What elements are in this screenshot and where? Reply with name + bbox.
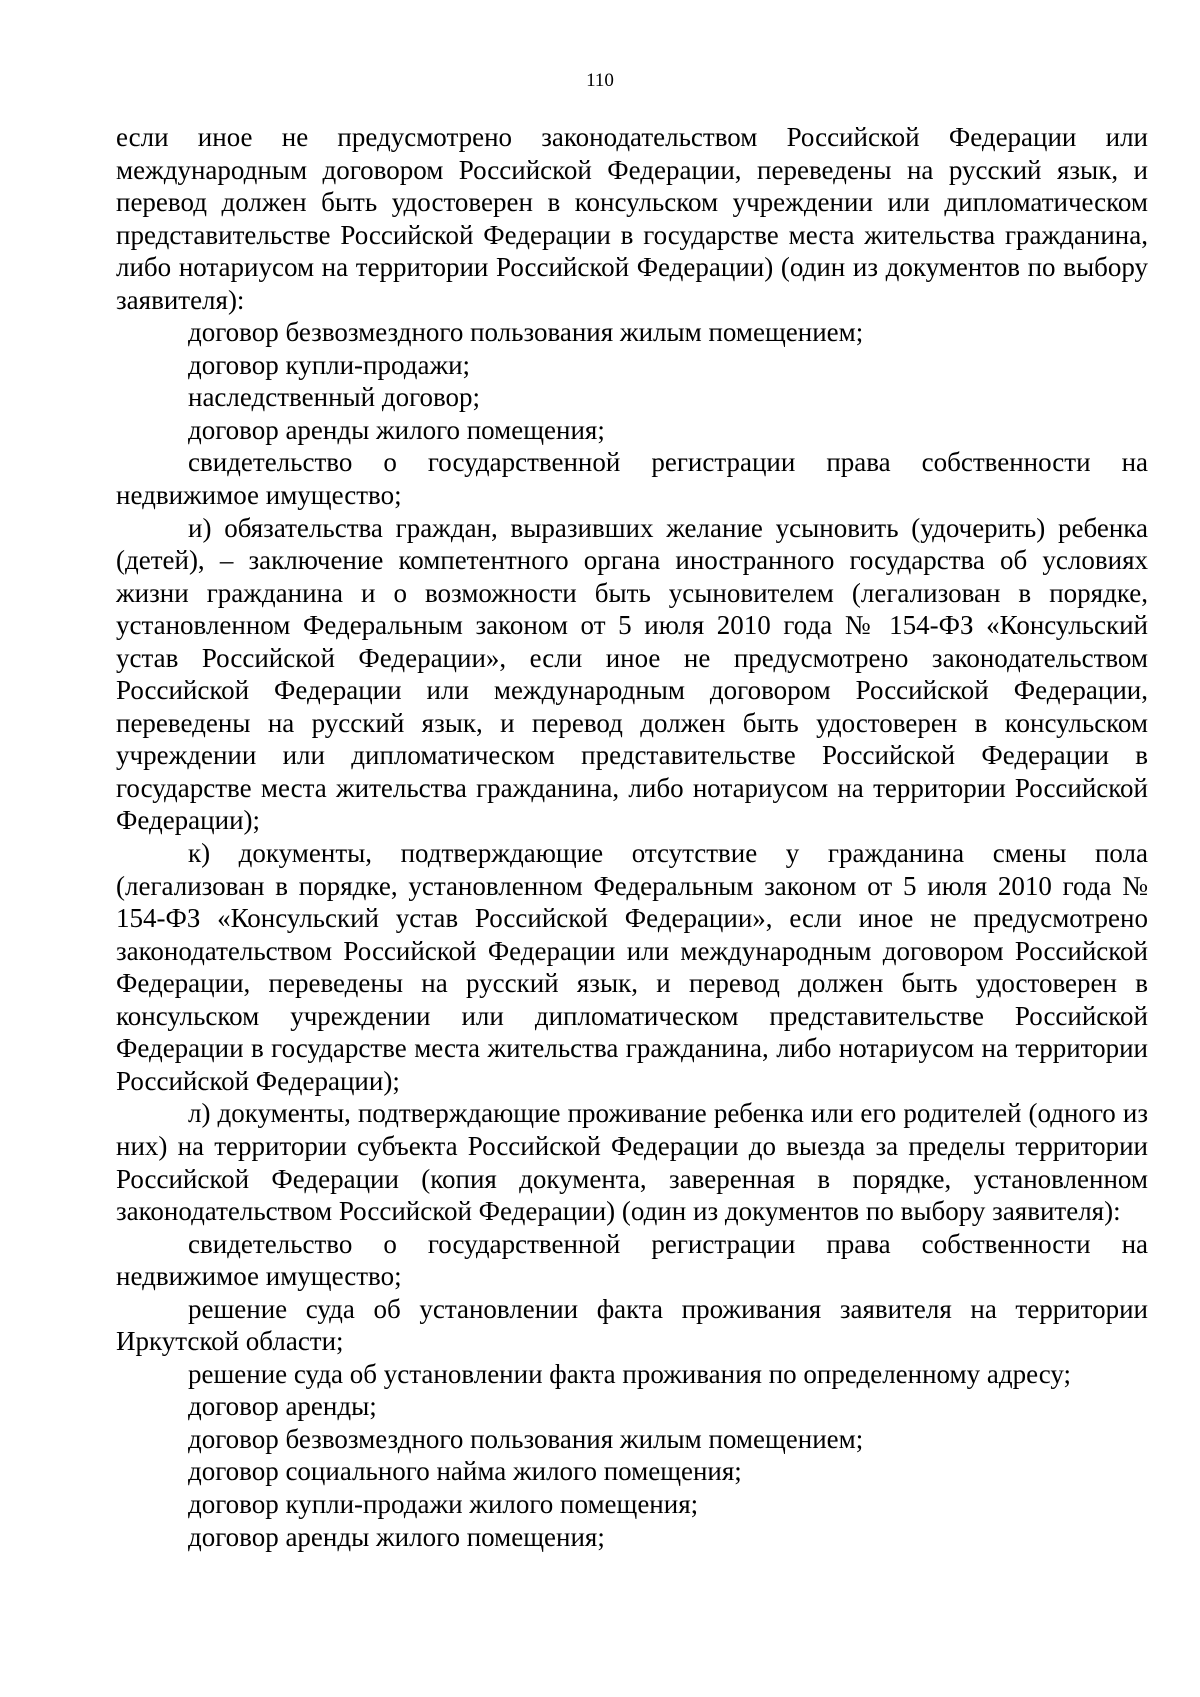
clause-k: к) документы, подтверждающие отсутствие у гражданина смены пола (легализован в порядке, установленном Федеральным законом от 5 июля 2010 года № 154-ФЗ «Консульский устав Российской Федерации», если иное не предусмотрено законодательством Российской Федерации или международным договором Российской Федерации, переведены на русский язык, и перевод должен быть удостоверен в консульском учреждении или дипломатическом представительстве Российской Федерации в государстве места жительства гражданина, либо нотариусом на территории Российской Федерации);	[116, 838, 1148, 1096]
clause-l: л) документы, подтверждающие проживание ребенка или его родителей (одного из них) на территории субъекта Российской Федерации до выезда за пределы территории Российской Федерации (копия документа, заверенная в порядке, установленном законодательством Российской Федерации) (один из документов по выбору заявителя):	[116, 1098, 1148, 1227]
paragraph-continuation: если иное не предусмотрено законодательством Российской Федерации или международным договором Российской Федерации, переведены на русский язык, и перевод должен быть удостоверен в консульском учреждении или дипломатическом представительстве Российской Федерации в государстве места жительства гражданина, либо нотариусом на территории Российской Федерации) (один из документов по выбору заявителя):	[116, 122, 1148, 315]
list-item: наследственный договор;	[188, 382, 481, 413]
list-item: свидетельство о государственной регистрации права собственности на недвижимое имущество;	[116, 1228, 1148, 1292]
list-item: договор аренды;	[188, 1391, 377, 1422]
clause-i: и) обязательства граждан, выразивших желание усыновить (удочерить) ребенка (детей), – заключение компетентного органа иностранного государства об условиях жизни гражданина и о возможности быть усыновителем (легализован в порядке, установленном Федеральным законом от 5 июля 2010 года № 154-ФЗ «Консульский устав Российской Федерации», если иное не предусмотрено законодательством Российской Федерации или международным договором Российской Федерации, переведены на русский язык, и перевод должен быть удостоверен в консульском учреждении или дипломатическом представительстве Российской Федерации в государстве места жительства гражданина, либо нотариусом на территории Российской Федерации);	[116, 512, 1148, 836]
list-item: договор социального найма жилого помещения;	[188, 1456, 742, 1487]
list-item: договор купли-продажи;	[188, 349, 471, 380]
list-item: договор купли-продажи жилого помещения;	[188, 1488, 699, 1519]
document-body	[116, 121, 1148, 1553]
page-number: 110	[586, 70, 614, 91]
list-item: решение суда об установлении факта проживания по определенному адресу;	[188, 1358, 1072, 1389]
list-item: договор аренды жилого помещения;	[188, 1521, 605, 1552]
list-item: свидетельство о государственной регистрации права собственности на недвижимое имущество;	[116, 447, 1148, 511]
list-item: договор безвозмездного пользования жилым помещением;	[188, 1423, 864, 1454]
list-item: решение суда об установлении факта проживания заявителя на территории Иркутской области;	[116, 1293, 1148, 1357]
list-item: договор аренды жилого помещения;	[188, 414, 605, 445]
list-item: договор безвозмездного пользования жилым помещением;	[188, 317, 864, 348]
